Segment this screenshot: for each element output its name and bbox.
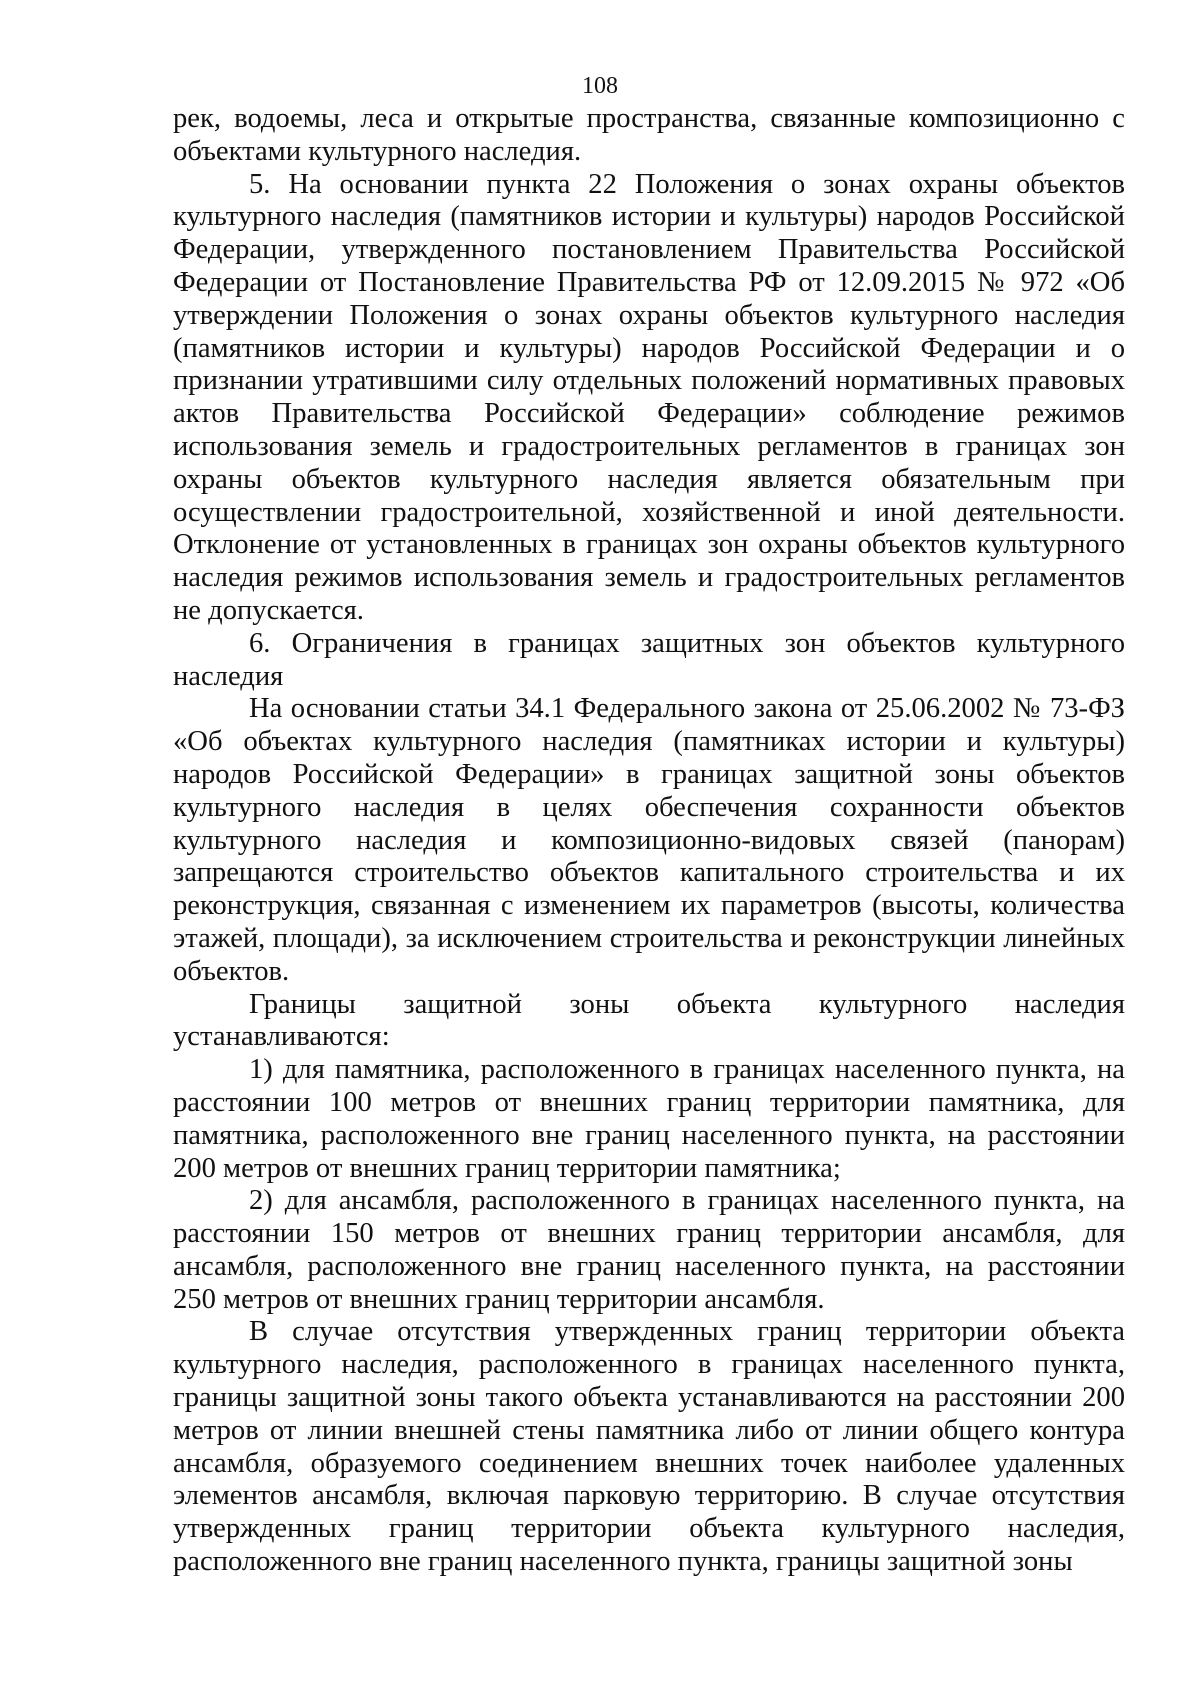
page-number: 108 (582, 73, 618, 99)
paragraph-item-5: 5. На основании пункта 22 Положения о зонах охраны объектов культурного наследия (памятников истории и культуры) народов Российской Федерации, утвержденного постановлением Правительства Российской Федерации от Постановление Правительства РФ от 12.09.2015 № 972 «Об утверждении Положения о зонах охраны объектов культурного наследия (памятников истории и культуры) народов Российской Федерации и о признании утратившими силу отдельных положений нормативных правовых актов Правительства Российской Федерации» соблюдение режимов использования земель и градостроительных регламентов в границах зон охраны объектов культурного наследия является обязательным при осуществлении градостроительной, хозяйственной и иной деятельности. Отклонение от установленных в границах зон охраны объектов культурного наследия режимов использования земель и градостроительных регламентов не допускается. (173, 168, 1125, 626)
paragraph-list-item-2: 2) для ансамбля, расположенного в границах населенного пункта, на расстоянии 150 метров от внешних границ территории ансамбля, для ансамбля, расположенного вне границ населенного пункта, на расстоянии 250 метров от внешних границ территории ансамбля. (173, 1185, 1125, 1315)
paragraph-article-34-1: На основании статьи 34.1 Федерального закона от 25.06.2002 № 73-ФЗ «Об объектах культурного наследия (памятниках истории и культуры) народов Российской Федерации» в границах защитной зоны объектов культурного наследия в целях обеспечения сохранности объектов культурного наследия и композиционно-видовых связей (панорам) запрещаются строительство объектов капитального строительства и их реконструкция, связанная с изменением их параметров (высоты, количества этажей, площади), за исключением строительства и реконструкции линейных объектов. (173, 693, 1125, 987)
paragraph-zone-boundaries: Границы защитной зоны объекта культурного наследия устанавливаются: (173, 988, 1125, 1053)
document-body (173, 103, 1125, 1579)
paragraph-item-6-heading: 6. Ограничения в границах защитных зон объектов культурного наследия (173, 627, 1125, 692)
paragraph-no-approved-boundaries: В случае отсутствия утвержденных границ территории объекта культурного наследия, расположенного в границах населенного пункта, границы защитной зоны такого объекта устанавливаются на расстоянии 200 метров от линии внешней стены памятника либо от линии общего контура ансамбля, образуемого соединением внешних точек наиболее удаленных элементов ансамбля, включая парковую территорию. В случае отсутствия утвержденных границ территории объекта культурного наследия, расположенного вне границ населенного пункта, границы защитной зоны (173, 1316, 1125, 1578)
paragraph-list-item-1: 1) для памятника, расположенного в границах населенного пункта, на расстоянии 100 метров от внешних границ территории памятника, для памятника, расположенного вне границ населенного пункта, на расстоянии 200 метров от внешних границ территории памятника; (173, 1054, 1125, 1184)
paragraph-continuation: рек, водоемы, леса и открытые пространства, связанные композиционно с объектами культурного наследия. (173, 103, 1125, 167)
